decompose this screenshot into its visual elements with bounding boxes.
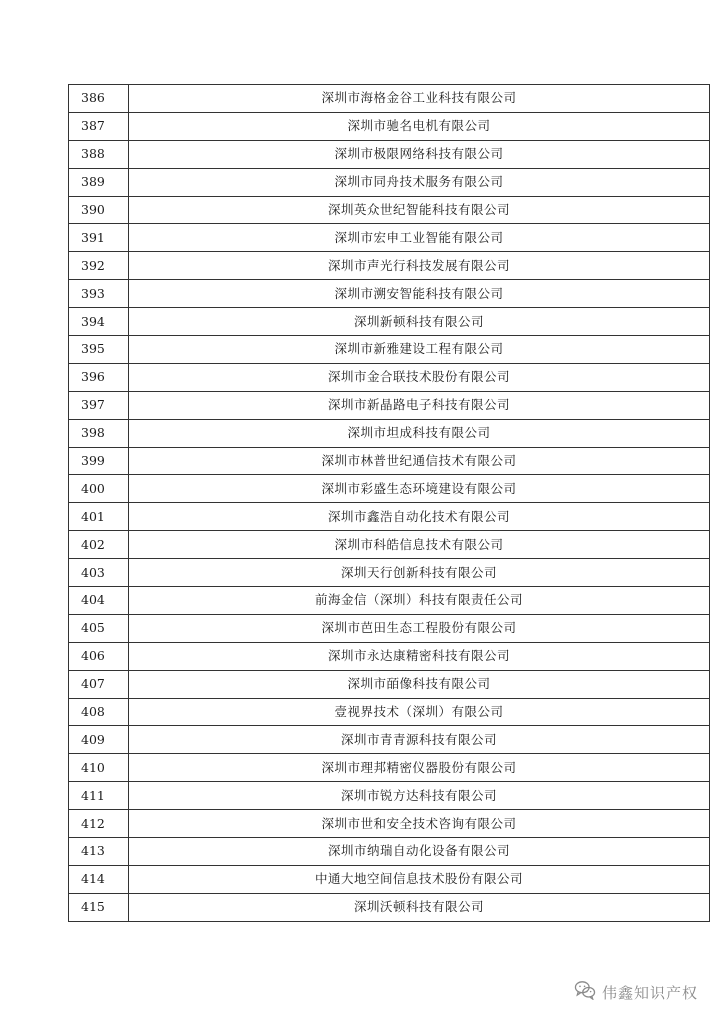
table-row <box>69 503 710 531</box>
row-number: 402 <box>69 531 129 559</box>
company-name: 深圳市宏申工业智能有限公司 <box>129 224 710 252</box>
row-number: 391 <box>69 224 129 252</box>
table-row <box>69 670 710 698</box>
table-row <box>69 810 710 838</box>
row-number: 412 <box>69 810 129 838</box>
company-name: 深圳市彩盛生态环境建设有限公司 <box>129 475 710 503</box>
table-row <box>69 196 710 224</box>
company-name: 深圳市极限网络科技有限公司 <box>129 140 710 168</box>
row-number: 414 <box>69 865 129 893</box>
company-name: 深圳市世和安全技术咨询有限公司 <box>129 810 710 838</box>
table-row <box>69 112 710 140</box>
company-name: 深圳市青青源科技有限公司 <box>129 726 710 754</box>
row-number: 415 <box>69 893 129 921</box>
company-name: 深圳市锐方达科技有限公司 <box>129 782 710 810</box>
company-name: 深圳英众世纪智能科技有限公司 <box>129 196 710 224</box>
row-number: 386 <box>69 85 129 113</box>
row-number: 408 <box>69 698 129 726</box>
row-number: 392 <box>69 252 129 280</box>
company-name: 深圳市永达康精密科技有限公司 <box>129 642 710 670</box>
table-row <box>69 419 710 447</box>
table-row <box>69 475 710 503</box>
row-number: 409 <box>69 726 129 754</box>
company-name: 深圳市新晶路电子科技有限公司 <box>129 391 710 419</box>
row-number: 406 <box>69 642 129 670</box>
watermark <box>574 980 698 1004</box>
table-body <box>69 85 710 922</box>
row-number: 387 <box>69 112 129 140</box>
table-row <box>69 391 710 419</box>
company-name: 深圳市驰名电机有限公司 <box>129 112 710 140</box>
company-name: 深圳新顿科技有限公司 <box>129 308 710 336</box>
row-number: 410 <box>69 754 129 782</box>
row-number: 407 <box>69 670 129 698</box>
row-number: 413 <box>69 838 129 866</box>
table-row <box>69 698 710 726</box>
row-number: 404 <box>69 587 129 615</box>
company-name: 深圳市坦成科技有限公司 <box>129 419 710 447</box>
row-number: 396 <box>69 363 129 391</box>
table-row <box>69 865 710 893</box>
company-name: 中通大地空间信息技术股份有限公司 <box>129 865 710 893</box>
table-row <box>69 838 710 866</box>
company-name: 深圳市理邦精密仪器股份有限公司 <box>129 754 710 782</box>
company-list-table <box>68 84 710 922</box>
company-name: 深圳市溯安智能科技有限公司 <box>129 280 710 308</box>
watermark-text: 伟鑫知识产权 <box>601 983 698 1002</box>
table-row <box>69 252 710 280</box>
table-row <box>69 614 710 642</box>
row-number: 398 <box>69 419 129 447</box>
row-number: 393 <box>69 280 129 308</box>
company-name: 深圳市林普世纪通信技术有限公司 <box>129 447 710 475</box>
row-number: 397 <box>69 391 129 419</box>
table-row <box>69 224 710 252</box>
table-row <box>69 531 710 559</box>
company-name: 深圳天行创新科技有限公司 <box>129 559 710 587</box>
company-name: 前海金信（深圳）科技有限责任公司 <box>129 587 710 615</box>
table-row <box>69 168 710 196</box>
company-name: 壹视界技术（深圳）有限公司 <box>129 698 710 726</box>
table-row <box>69 559 710 587</box>
company-name: 深圳市鑫浩自动化技术有限公司 <box>129 503 710 531</box>
company-name: 深圳市皕像科技有限公司 <box>129 670 710 698</box>
table-row <box>69 642 710 670</box>
row-number: 403 <box>69 559 129 587</box>
row-number: 401 <box>69 503 129 531</box>
row-number: 405 <box>69 614 129 642</box>
row-number: 394 <box>69 308 129 336</box>
row-number: 411 <box>69 782 129 810</box>
row-number: 399 <box>69 447 129 475</box>
table-row <box>69 280 710 308</box>
wechat-icon <box>574 980 596 1004</box>
row-number: 395 <box>69 336 129 364</box>
company-name: 深圳市同舟技术服务有限公司 <box>129 168 710 196</box>
row-number: 390 <box>69 196 129 224</box>
company-name: 深圳市金合联技术股份有限公司 <box>129 363 710 391</box>
table-row <box>69 447 710 475</box>
table-row <box>69 754 710 782</box>
company-name: 深圳沃顿科技有限公司 <box>129 893 710 921</box>
row-number: 389 <box>69 168 129 196</box>
company-name: 深圳市芭田生态工程股份有限公司 <box>129 614 710 642</box>
table-row <box>69 336 710 364</box>
table-row <box>69 140 710 168</box>
table-row <box>69 363 710 391</box>
company-name: 深圳市声光行科技发展有限公司 <box>129 252 710 280</box>
company-name: 深圳市纳瑞自动化设备有限公司 <box>129 838 710 866</box>
table-row <box>69 893 710 921</box>
table-row <box>69 782 710 810</box>
row-number: 400 <box>69 475 129 503</box>
table-row <box>69 85 710 113</box>
row-number: 388 <box>69 140 129 168</box>
table-row <box>69 587 710 615</box>
company-name: 深圳市新雅建设工程有限公司 <box>129 336 710 364</box>
company-name: 深圳市科皓信息技术有限公司 <box>129 531 710 559</box>
table-row <box>69 308 710 336</box>
table-row <box>69 726 710 754</box>
company-name: 深圳市海格金谷工业科技有限公司 <box>129 85 710 113</box>
